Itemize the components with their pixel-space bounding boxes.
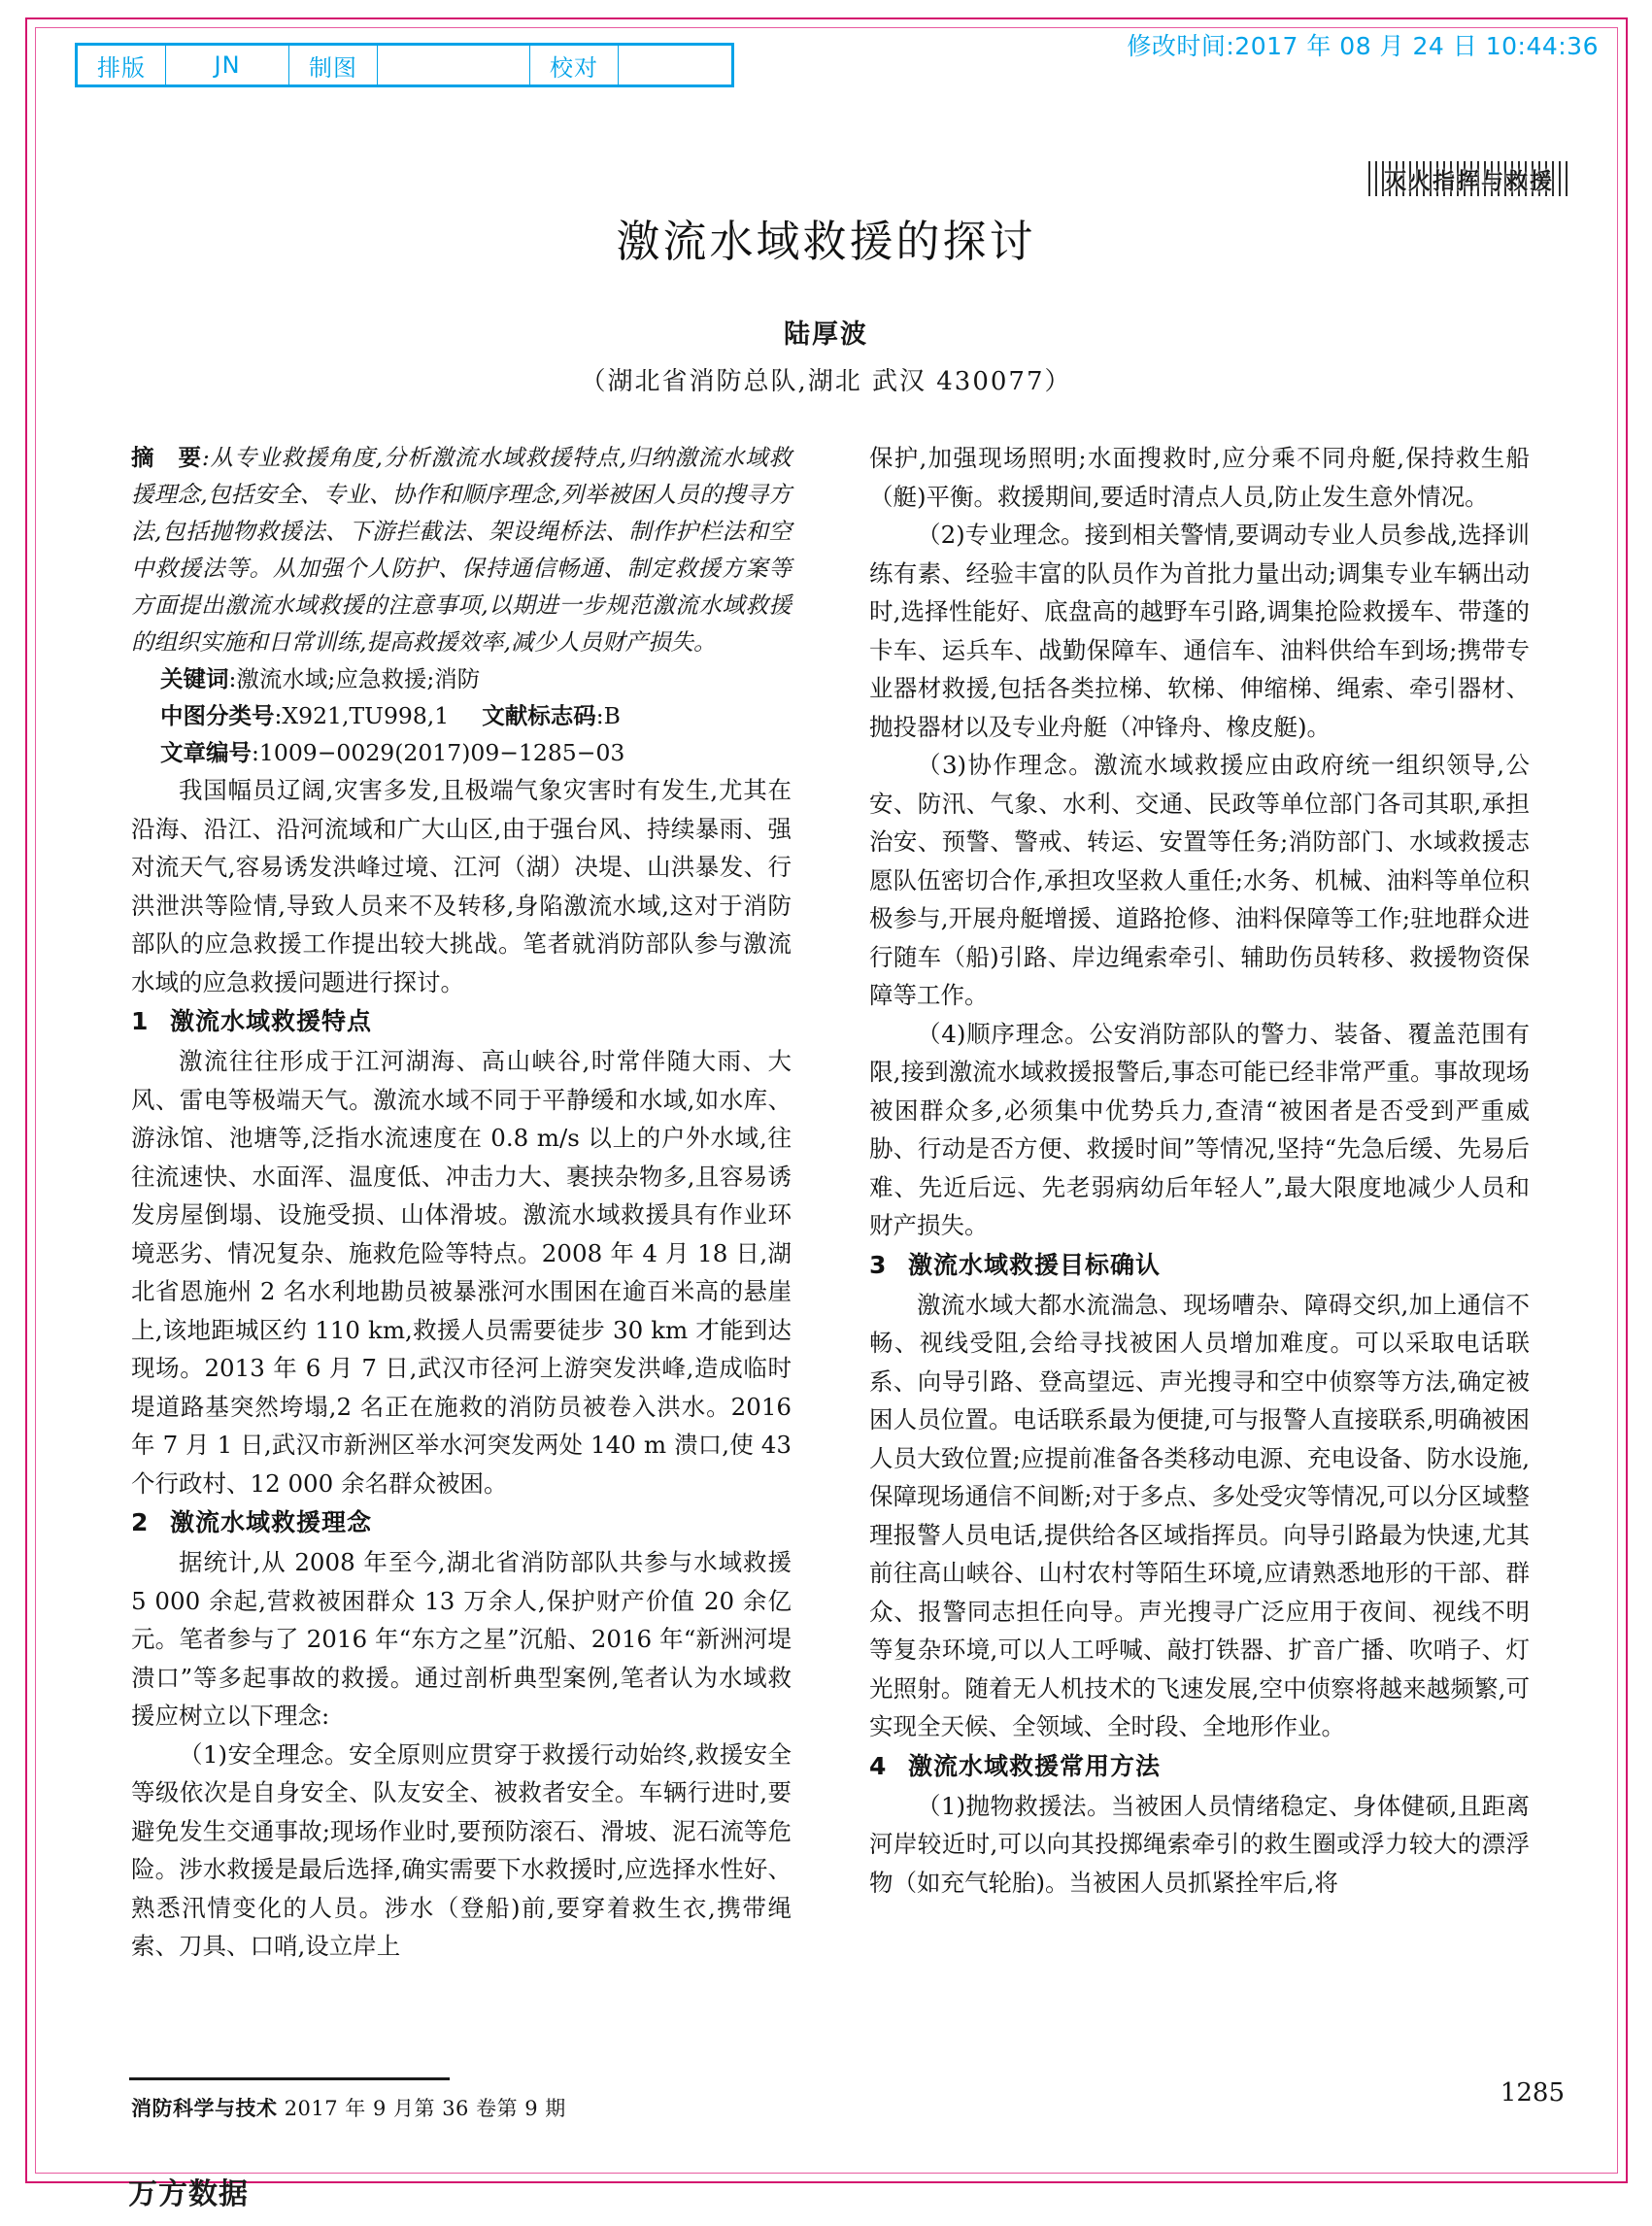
clc-value: :X921,TU998,1 [274,702,450,729]
body-paragraph: （4)顺序理念。公安消防部队的警力、装备、覆盖范围有限,接到激流水域救援报警后,事态可能已经非常严重。事故现场被困群众多,必须集中优势兵力,查清“被困者是否受到严重威胁、行动是否方便、救援时间”等情况,坚持“先急后缓、先易后难、先近后远、先老弱病幼后年轻人”,最大限度地减少人员和财产损失。 [869,1019,1530,1239]
section-heading-2 [131,1502,792,1543]
clc-line [160,697,792,734]
abstract-label: 摘 要 [131,444,202,471]
abstract-text: :从专业救援角度,分析激流水域救援特点,归纳激流水域救援理念,包括安全、专业、协作和顺序理念,列举被困人员的搜寻方法,包括抛物救援法、下游拦截法、架设绳桥法、制作护栏法和空中救援法等。从加强个人防护、保持通信畅通、制定救援方案等方面提出激流水域救援的注意事项,以期进一步规范激流水域救援的组织实施和日常训练,提高救援效率,减少人员财产损失。 [131,444,792,656]
modified-time-label: 修改时间:2017 年 08 月 24 日 10:44:36 [1127,32,1599,60]
proof-header-table [75,43,734,87]
column-category-label: 灭火指挥与救援 [1384,168,1554,194]
proof-cell-jiaodui-value [619,45,733,86]
journal-name: 消防科学与技术 [131,2097,278,2120]
body-paragraph: 激流往往形成于江河湖海、高山峡谷,时常伴随大雨、大风、雷电等极端天气。激流水域不同于平静缓和水域,如水库、游泳馆、池塘等,泛指水流速度在 0.8 m/s 以上的户外水域,往往流速快、水面浑、温度低、冲击力大、裹挟杂物多,且容易诱发房屋倒塌、设施受损、山体滑坡。激流水域救援具有作业环境恶劣、情况复杂、施救危险等特点。2008 年 4 月 18 日,湖北省恩施州 2 名水利地勘员被暴涨河水围困在逾百米高的悬崖上,该地距城区约 110 km,救援人员需要徒步 30 km 才能到达现场。2013 年 6 月 7 日,武汉市径河上游突发洪峰,造成临时堤道路基突然垮塌,2 名正在施救的消防员被卷入洪水。2016 年 7 月 1 日,武汉市新洲区举水河突发两处 140 m 溃口,使 43 个行政村、12 000 余名群众被困。 [131,1047,792,1498]
author-name: 陆厚波 [784,320,868,350]
body-paragraph: （2)专业理念。接到相关警情,要调动专业人员参战,选择训练有素、经验丰富的队员作为首批力量出动;调集专业车辆出动时,选择性能好、底盘高的越野车引路,调集抢险救援车、带蓬的卡车、运兵车、战勤保障车、通信车、油料供给车到场;携带专业器材救援,包括各类拉梯、软梯、伸缩梯、绳索、牵引器材、抛投器材以及专业舟艇（冲锋舟、橡皮艇)。 [869,521,1530,741]
proof-cell-jiaodui: 校对 [530,45,619,86]
journal-issue: 2017 年 9 月第 36 卷第 9 期 [284,2097,566,2120]
author-affiliation: （湖北省消防总队,湖北 武汉 430077） [580,367,1072,396]
section-number: 1 [131,1007,150,1035]
section-number: 3 [869,1250,888,1279]
section-heading-1 [131,1001,792,1042]
table-row [77,45,733,86]
body-paragraph: 激流水域大都水流湍急、现场嘈杂、障碍交织,加上通信不畅、视线受阻,会给寻找被困人员增加难度。可以采取电话联系、向导引路、登高望远、声光搜寻和空中侦察等方法,确定被困人员位置。电话联系最为便捷,可与报警人直接联系,明确被困人员大致位置;应提前准备各类移动电源、充电设备、防水设施,保障现场通信不间断;对于多点、多处受灾等情况,可以分区域整理报警人员电话,提供给各区域指挥员。向导引路最为快速,尤其前往高山峡谷、山村农村等陌生环境,应请熟悉地形的干部、群众、报警同志担任向导。声光搜寻广泛应用于夜间、视线不明等复杂环境,可以人工呼喊、敲打铁器、扩音广播、吹哨子、灯光照射。随着无人机技术的飞速发展,空中侦察将越来越频繁,可实现全天候、全领域、全时段、全地形作业。 [869,1290,1530,1740]
section-number: 4 [869,1751,888,1780]
body-paragraph: （1)抛物救援法。当被困人员情绪稳定、身体健硕,且距离河岸较近时,可以向其投掷绳索牵引的救生圈或浮力较大的漂浮物（如充气轮胎)。当被困人员抓紧拴牢后,将 [869,1791,1530,1897]
proof-cell-zhitu: 制图 [289,45,378,86]
proof-cell-zhitu-value [378,45,530,86]
body-paragraph: 据统计,从 2008 年至今,湖北省消防部队共参与水域救援 5 000 余起,营救被困群众 13 万余人,保护财产价值 20 余亿元。笔者参与了 2016 年“东方之星”沉船、2016 年“新洲河堤溃口”等多起事故的救援。通过剖析典型案例,笔者认为水域救援应树立以下理念: [131,1548,792,1730]
section-number: 2 [131,1508,150,1536]
footer-divider [129,2077,450,2080]
doc-code-value: :B [595,702,621,729]
section-title: 激流水域救援目标确认 [908,1250,1162,1279]
section-title: 激流水域救援理念 [170,1508,373,1536]
left-column [131,439,792,1966]
page-title: 激流水域救援的探讨 [616,216,1036,267]
body-paragraph-continued: 保护,加强现场照明;水面搜救时,应分乘不同舟艇,保持救生船（艇)平衡。救援期间,要适时清点人员,防止发生意外情况。 [869,444,1530,511]
right-column [869,439,1530,1902]
section-title: 激流水域救援常用方法 [908,1751,1162,1780]
doc-code-label: 文献标志码 [482,702,596,729]
body-paragraph: （1)安全理念。安全原则应贯穿于救援行动始终,救援安全等级依次是自身安全、队友安全、被救者安全。车辆行进时,要避免发生交通事故;现场作业时,要预防滚石、滑坡、泥石流等危险。涉水救援是最后选择,确实需要下水救援时,应选择水性好、熟悉汛情变化的人员。涉水（登船)前,要穿着救生衣,携带绳索、刀具、口哨,设立岸上 [131,1739,792,1960]
database-watermark: 万方数据 [128,2177,249,2211]
footer-journal-info [131,2093,566,2122]
page-number: 1285 [1500,2078,1565,2108]
body-paragraph: 我国幅员辽阔,灾害多发,且极端气象灾害时有发生,尤其在沿海、沿江、沿河流域和广大山区,由于强台风、持续暴雨、强对流天气,容易诱发洪峰过境、江河（湖）决堤、山洪暴发、行洪泄洪等险情,导致人员来不及转移,身陷激流水域,这对于消防部队的应急救援工作提出较大挑战。笔者就消防部队参与激流水域的应急救援问题进行探讨。 [131,776,792,996]
body-paragraph: （3)协作理念。激流水域救援应由政府统一组织领导,公安、防汛、气象、水利、交通、民政等单位部门各司其职,承担治安、预警、警戒、转运、安置等任务;消防部门、水域救援志愿队伍密切合作,承担攻坚救人重任;水务、机械、油料等单位积极参与,开展舟艇增援、道路抢修、油料保障等工作;驻地群众进行随车（船)引路、岸边绳索牵引、辅助伤员转移、救援物资保障等工作。 [869,751,1530,1009]
proof-cell-paiban: 排版 [77,45,166,86]
keywords-value: :激流水域;应急救援;消防 [228,665,481,692]
clc-label: 中图分类号 [160,702,275,729]
article-id-value: :1009−0029(2017)09−1285−03 [252,739,625,766]
column-category-badge [1368,161,1569,196]
section-title: 激流水域救援特点 [170,1007,373,1035]
proof-cell-jn: JN [166,45,289,86]
section-heading-3 [869,1245,1530,1286]
keywords-line [160,660,792,697]
section-heading-4 [869,1746,1530,1787]
article-id-line [160,734,792,771]
article-id-label: 文章编号 [160,739,252,766]
keywords-label: 关键词 [160,665,229,692]
abstract-block [131,439,792,660]
